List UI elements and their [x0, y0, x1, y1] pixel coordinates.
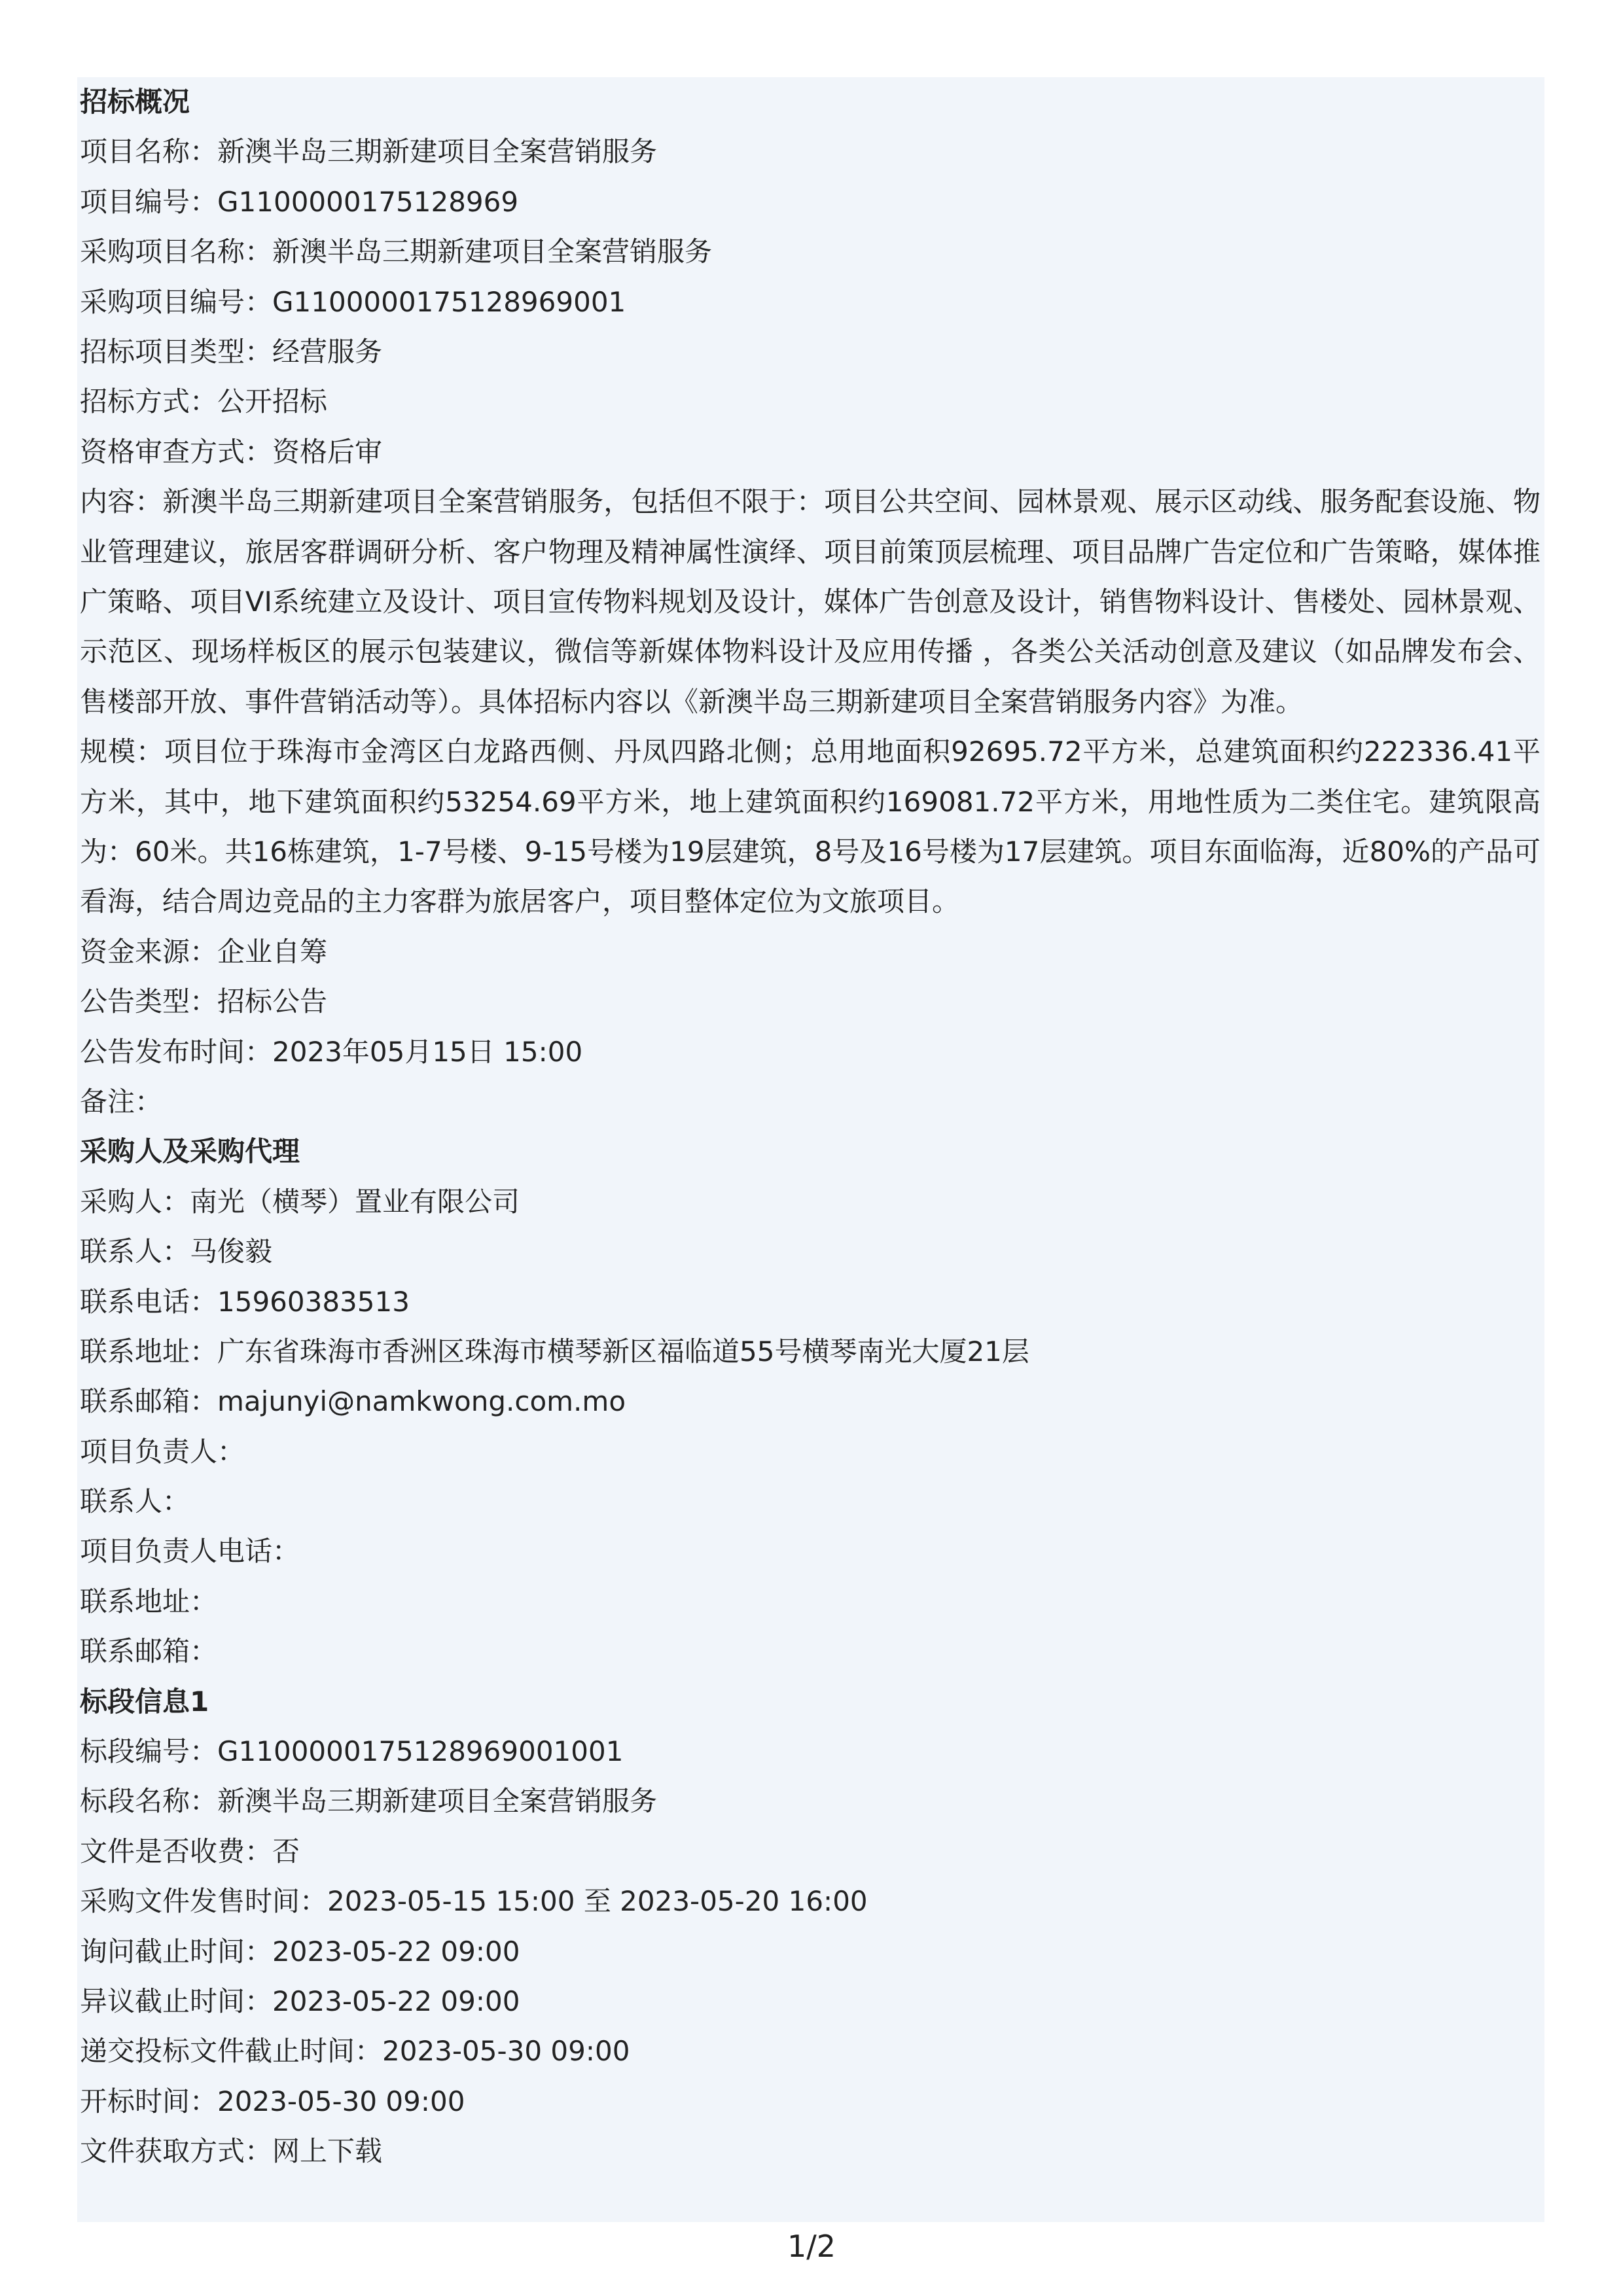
purchaser-email: 联系邮箱：majunyi@namkwong.com.mo: [80, 1385, 626, 1418]
purchaser-name: 采购人：南光（横琴）置业有限公司: [80, 1185, 520, 1218]
lot-name: 标段名称：新澳半岛三期新建项目全案营销服务: [80, 1785, 658, 1818]
scale-paragraph: 规模：项目位于珠海市金湾区白龙路西侧、丹凤四路北侧；总用地面积92695.72平方米，总建筑面积约222336.41平方米，其中，地下建筑面积约53254.69平方米，地上建筑面积约169081.72平方米，用地性质为二类住宅。建筑限高为：60米。共16栋建筑，1-7号楼、9-15号楼为19层建筑，8号及16号楼为17层建筑。项目东面临海，近80%的产品可看海，结合周边竞品的主力客群为旅居客户，项目整体定位为文旅项目。: [80, 735, 1541, 918]
tender-project-type: 招标项目类型：经营服务: [80, 335, 383, 368]
content-paragraph: 内容：新澳半岛三期新建项目全案营销服务，包括但不限于：项目公共空间、园林景观、展示区动线、服务配套设施、物业管理建议，旅居客群调研分析、客户物理及精神属性演绎、项目前策顶层梳理、项目品牌广告定位和广告策略，媒体推广策略、项目VI系统建立及设计、项目宣传物料规划及设计，媒体广告创意及设计，销售物料设计、售楼处、园林景观、示范区、现场样板区的展示包装建议，微信等新媒体物料设计及应用传播 ，各类公关活动创意及建议（如品牌发布会、售楼部开放、事件营销活动等）。具体招标内容以《新澳半岛三期新建项目全案营销服务内容》为准。: [80, 486, 1541, 718]
bid-opening-time: 开标时间：2023-05-30 09:00: [80, 2085, 465, 2117]
file-fee: 文件是否收费：否: [80, 1835, 300, 1867]
tender-method: 招标方式：公开招标: [80, 385, 328, 418]
section-heading-overview: 招标概况: [80, 86, 190, 118]
inquiry-deadline: 询问截止时间：2023-05-22 09:00: [80, 1935, 520, 1968]
file-sale-period: 采购文件发售时间：2023-05-15 15:00 至 2023-05-20 16:00: [80, 1885, 868, 1918]
section-heading-purchaser: 采购人及采购代理: [80, 1135, 300, 1168]
lot-number: 标段编号：G1100000175128969001001: [80, 1735, 624, 1768]
purchaser-contact: 联系人：马俊毅: [80, 1235, 273, 1268]
procurement-project-name: 采购项目名称：新澳半岛三期新建项目全案营销服务: [80, 236, 713, 268]
agent-contact: 联系人：: [80, 1485, 190, 1518]
page-number: 1/2: [787, 2229, 836, 2264]
agent-address: 联系地址：: [80, 1585, 218, 1617]
project-manager-phone: 项目负责人电话：: [80, 1535, 300, 1568]
project-name: 项目名称：新澳半岛三期新建项目全案营销服务: [80, 135, 658, 168]
purchaser-address: 联系地址：广东省珠海市香洲区珠海市横琴新区福临道55号横琴南光大厦21层: [80, 1335, 1029, 1368]
objection-deadline: 异议截止时间：2023-05-22 09:00: [80, 1985, 520, 2017]
project-manager: 项目负责人：: [80, 1435, 245, 1468]
announcement-publish-time: 公告发布时间：2023年05月15日 15:00: [80, 1035, 583, 1068]
file-acquisition-method: 文件获取方式：网上下载: [80, 2135, 383, 2168]
agent-email: 联系邮箱：: [80, 1635, 218, 1668]
document-content: [80, 77, 1541, 2177]
remarks: 备注：: [80, 1085, 163, 1118]
fund-source: 资金来源：企业自筹: [80, 935, 328, 968]
project-number: 项目编号：G1100000175128969: [80, 185, 519, 218]
qualification-review-method: 资格审查方式：资格后审: [80, 435, 383, 468]
section-heading-lot: 标段信息1: [80, 1685, 209, 1718]
procurement-project-number: 采购项目编号：G1100000175128969001: [80, 285, 626, 318]
announcement-type: 公告类型：招标公告: [80, 985, 328, 1018]
purchaser-phone: 联系电话：15960383513: [80, 1285, 410, 1318]
bid-submission-deadline: 递交投标文件截止时间：2023-05-30 09:00: [80, 2035, 630, 2068]
